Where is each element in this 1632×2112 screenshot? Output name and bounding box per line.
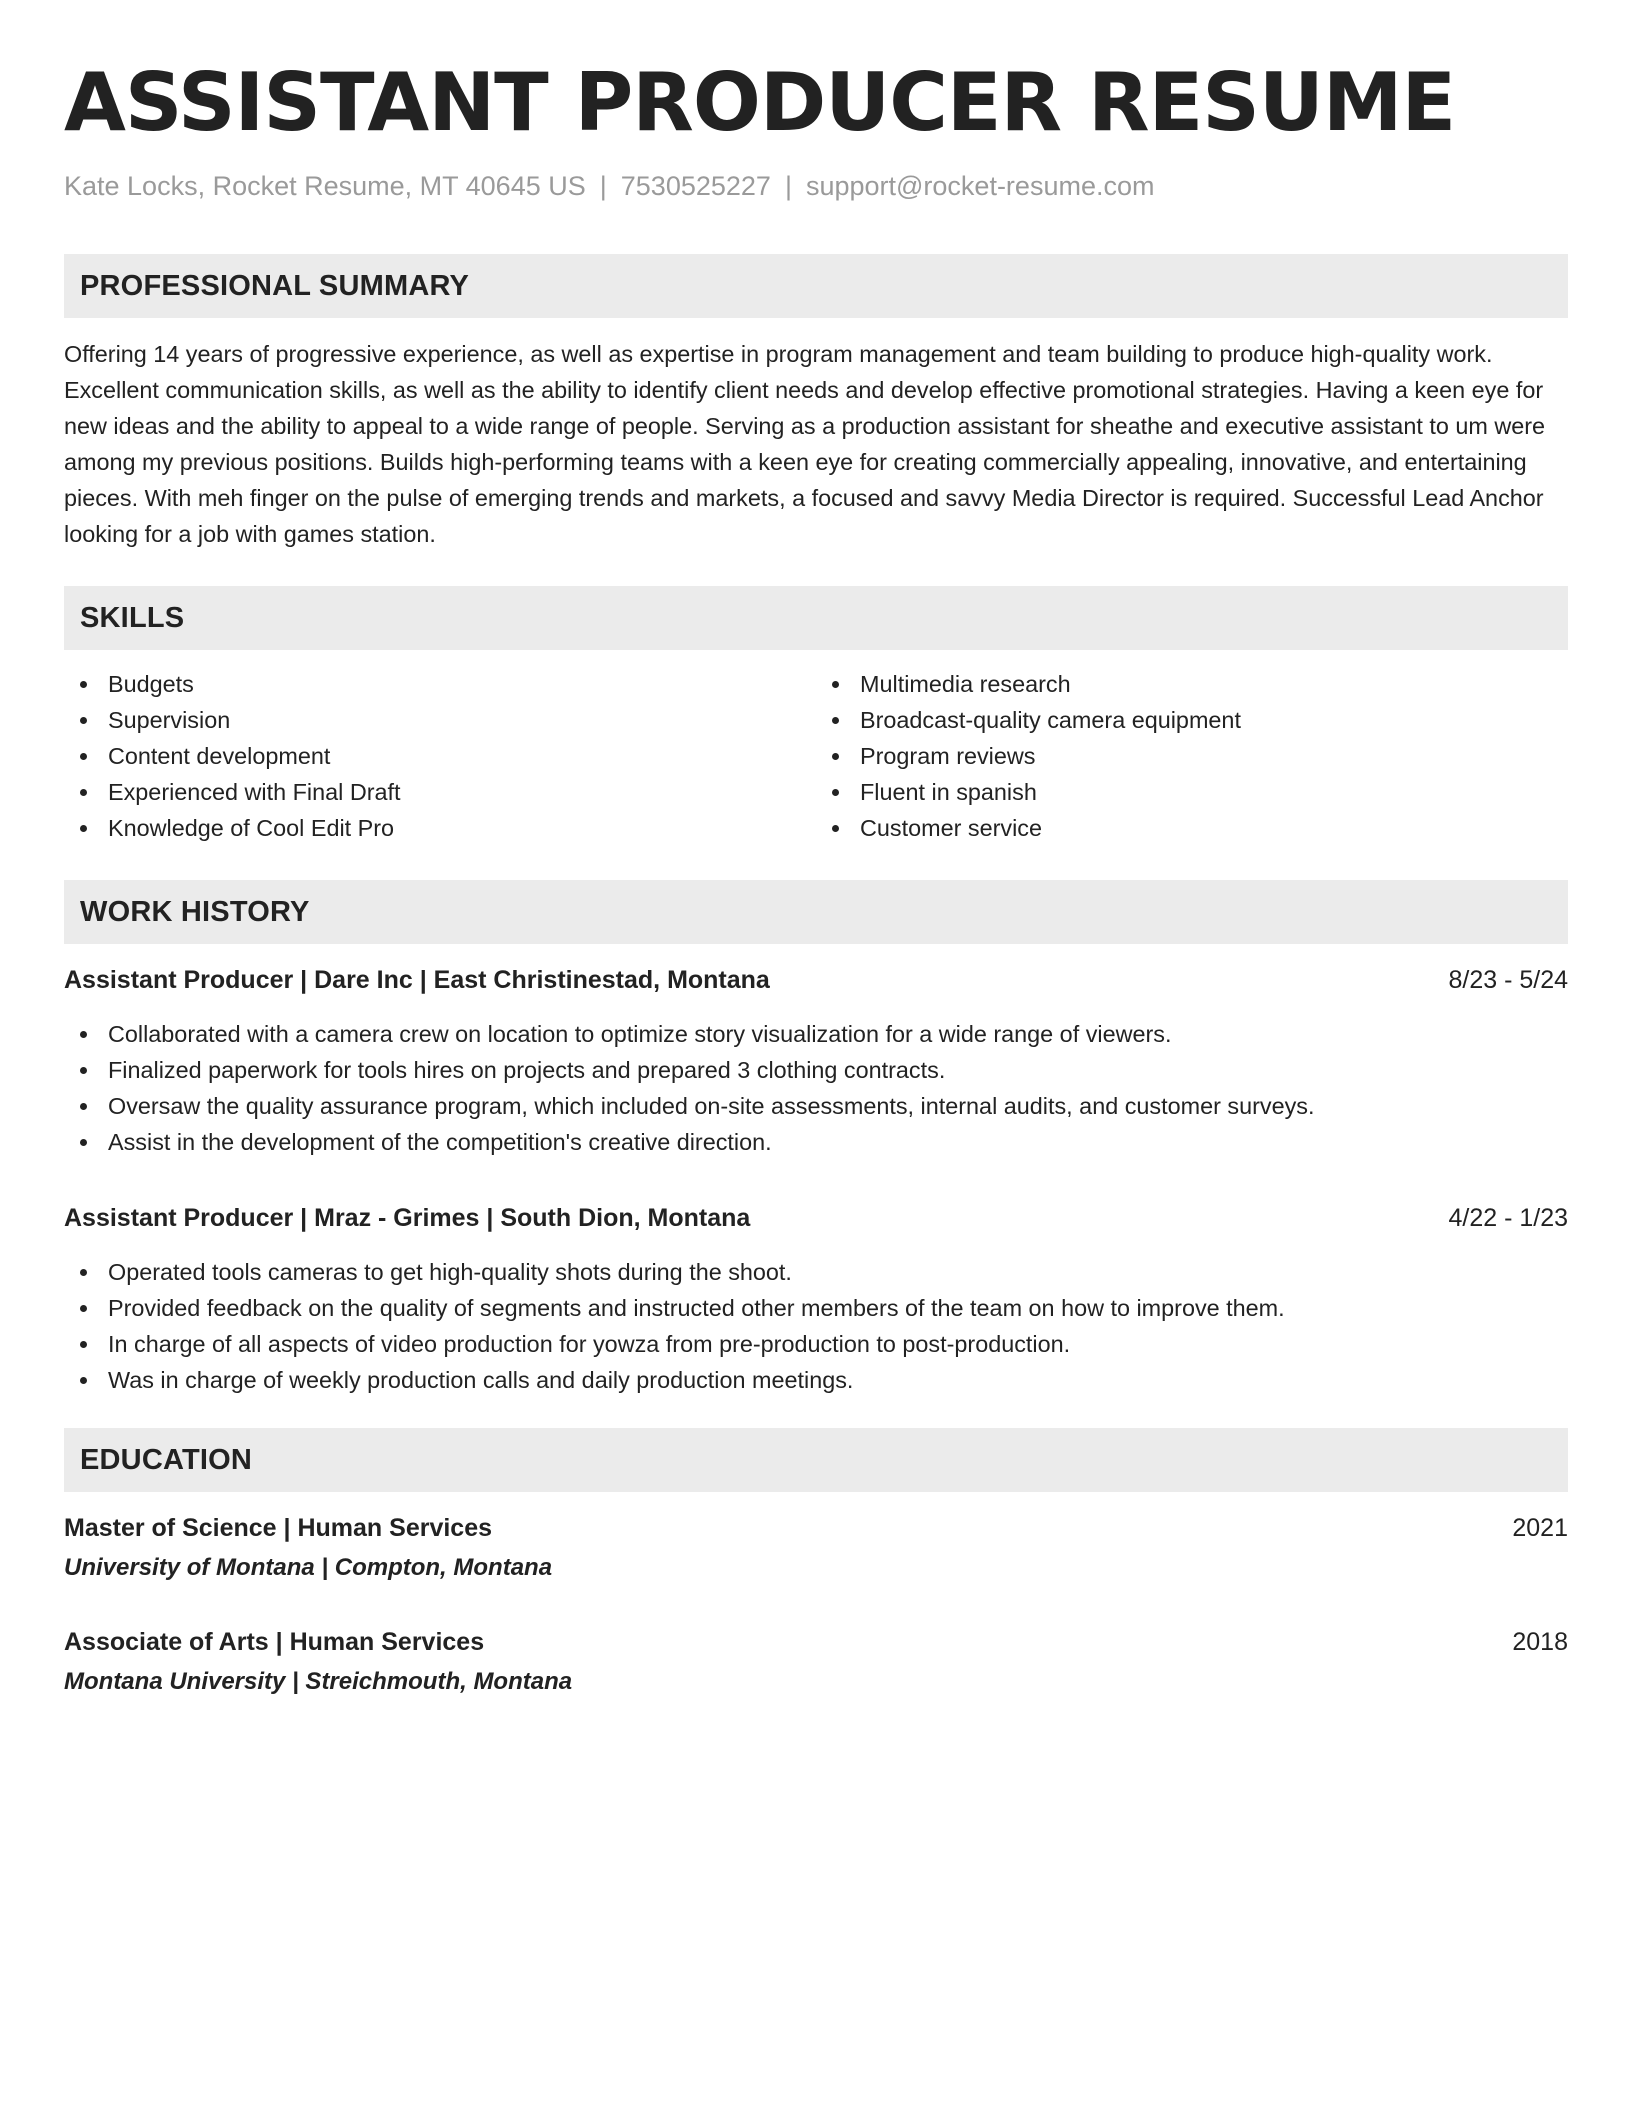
skills-heading: SKILLS	[64, 586, 1568, 650]
job-bullet: Was in charge of weekly production calls and daily production meetings.	[64, 1362, 1568, 1398]
job-bullet: Oversaw the quality assurance program, which included on-site assessments, internal audits, and customer surveys.	[64, 1088, 1568, 1124]
contact-line	[64, 168, 1568, 204]
education-entry-header	[64, 1510, 1568, 1546]
skill-item: Fluent in spanish	[816, 774, 1568, 810]
contact-email: support@rocket-resume.com	[805, 171, 1155, 201]
job-bullet: Assist in the development of the competition's creative direction.	[64, 1124, 1568, 1160]
skills-column-right	[816, 666, 1568, 846]
education-heading: EDUCATION	[64, 1428, 1568, 1492]
skills-list	[64, 666, 1568, 846]
skill-item: Multimedia research	[816, 666, 1568, 702]
summary-heading: PROFESSIONAL SUMMARY	[64, 254, 1568, 318]
skill-item: Broadcast-quality camera equipment	[816, 702, 1568, 738]
job-bullet: Collaborated with a camera crew on location to optimize story visualization for a wide range of viewers.	[64, 1016, 1568, 1052]
skill-item: Experienced with Final Draft	[64, 774, 816, 810]
skill-item: Knowledge of Cool Edit Pro	[64, 810, 816, 846]
job-bullet: Operated tools cameras to get high-quality shots during the shoot.	[64, 1254, 1568, 1290]
contact-address: Kate Locks, Rocket Resume, MT 40645 US	[64, 171, 586, 201]
skill-item: Program reviews	[816, 738, 1568, 774]
job-title: Assistant Producer | Dare Inc | East Christinestad, Montana	[64, 966, 770, 994]
job-bullet-list	[64, 1254, 1568, 1398]
job-dates: 4/22 - 1/23	[1448, 1204, 1568, 1232]
job-title: Assistant Producer | Mraz - Grimes | South Dion, Montana	[64, 1204, 751, 1232]
job-bullet: Finalized paperwork for tools hires on projects and prepared 3 clothing contracts.	[64, 1052, 1568, 1088]
skill-item: Supervision	[64, 702, 816, 738]
education-degree: Associate of Arts | Human Services	[64, 1628, 485, 1656]
job-dates: 8/23 - 5/24	[1448, 966, 1568, 994]
education-year: 2021	[1512, 1514, 1568, 1542]
job-bullet: Provided feedback on the quality of segments and instructed other members of the team on how to improve them.	[64, 1290, 1568, 1326]
skills-column-left	[64, 666, 816, 846]
skill-item: Customer service	[816, 810, 1568, 846]
skill-item: Content development	[64, 738, 816, 774]
education-degree: Master of Science | Human Services	[64, 1514, 493, 1542]
work-history-heading: WORK HISTORY	[64, 880, 1568, 944]
summary-text: Offering 14 years of progressive experience, as well as expertise in program management and team building to produce high-quality work. Excellent communication skills, as well as the ability to identify client needs and develop effective promotional strategies. Having a keen eye for new ideas and the ability to appeal to a wide range of people. Serving as a production assistant for sheathe and executive assistant to um were among my previous positions. Builds high-performing teams with a keen eye for creating commercially appealing, innovative, and entertaining pieces. With meh finger on the pulse of emerging trends and markets, a focused and savvy Media Director is required. Successful Lead Anchor looking for a job with games station.	[64, 341, 1546, 547]
contact-separator: |	[784, 171, 792, 201]
education-year: 2018	[1512, 1628, 1568, 1656]
skill-item: Budgets	[64, 666, 816, 702]
job-bullet-list	[64, 1016, 1568, 1160]
education-school: Montana University | Streichmouth, Montana	[64, 1668, 573, 1695]
job-header	[64, 962, 1568, 998]
education-school: University of Montana | Compton, Montana	[64, 1554, 553, 1581]
job-header	[64, 1200, 1568, 1236]
resume-title: ASSISTANT PRODUCER RESUME	[64, 56, 1456, 149]
job-bullet: In charge of all aspects of video production for yowza from pre-production to post-production.	[64, 1326, 1568, 1362]
contact-separator: |	[599, 171, 607, 201]
education-entry-header	[64, 1624, 1568, 1660]
contact-phone: 7530525227	[620, 171, 771, 201]
